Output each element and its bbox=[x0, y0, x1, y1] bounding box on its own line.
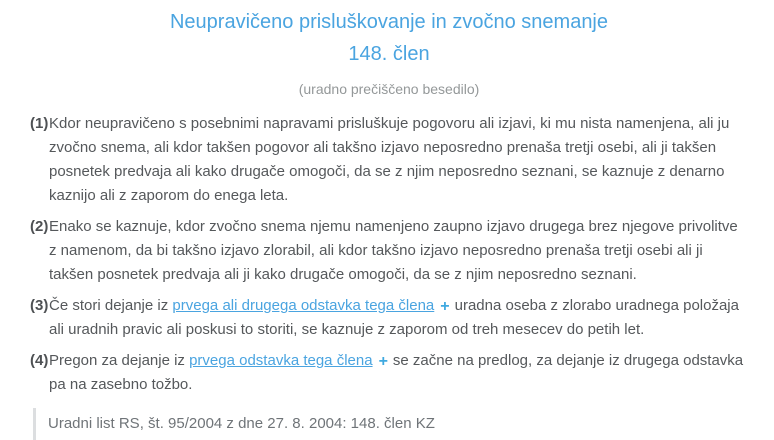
source-citation bbox=[33, 408, 748, 440]
paragraph-4 bbox=[30, 349, 748, 397]
paragraph-text-before-link: Če stori dejanje iz bbox=[49, 297, 173, 314]
link-first-or-second-paragraph-reference[interactable]: prvega ali drugega odstavka tega člena bbox=[172, 297, 435, 314]
paragraph-text: Kdor neupravičeno s posebnimi napravami prisluškuje pogovoru ali izjavi, ki mu nista namenjena, ali ju zvočno snema, ali kdor takšen pogovor ali takšno izjavo neposredno prenaša tretji osebi, ali ji takšen posnetek predvaja ali kako drugače omogoči, da se z njim neposredno seznani, se kaznuje z denarno kaznijo ali z zaporom do enega leta. bbox=[49, 115, 730, 204]
paragraph-text bbox=[49, 349, 748, 397]
page-title: Neupravičeno prisluškovanje in zvočno snemanje bbox=[169, 11, 609, 33]
paragraph-text-after-link: uradna oseba z zlorabo uradnega položaja ali uradnih pravic ali poskusi to storiti, se kaznuje z zaporom od treh mesecev do petih let. bbox=[49, 297, 739, 338]
paragraph-2 bbox=[30, 215, 748, 287]
expand-plus-icon[interactable]: + bbox=[440, 298, 450, 315]
paragraph-text-before-link: Pregon za dejanje iz bbox=[49, 352, 190, 369]
paragraph-1 bbox=[30, 112, 748, 208]
paragraph-3 bbox=[30, 294, 748, 342]
consolidated-text-note: (uradno prečiščeno besedilo) bbox=[298, 81, 480, 97]
paragraph-text bbox=[49, 294, 748, 342]
paragraph-number: (4) bbox=[30, 352, 49, 369]
article-body bbox=[30, 112, 748, 397]
expand-plus-icon[interactable]: + bbox=[378, 353, 388, 370]
source-citation-text: Uradni list RS, št. 95/2004 z dne 27. 8. 2004: 148. člen KZ bbox=[48, 415, 435, 432]
paragraph-number: (1) bbox=[30, 115, 49, 132]
paragraph-number: (2) bbox=[30, 218, 49, 235]
paragraph-text-after-link: se začne na predlog, za dejanje iz drugega odstavka pa na zasebno tožbo. bbox=[49, 352, 744, 393]
paragraph-number: (3) bbox=[30, 297, 49, 314]
article-number: 148. člen bbox=[348, 43, 430, 65]
link-first-paragraph-reference[interactable]: prvega odstavka tega člena bbox=[189, 352, 373, 369]
paragraph-text: Enako se kaznuje, kdor zvočno snema njemu namenjeno zaupno izjavo drugega brez njegove privolitve z namenom, da bi takšno izjavo zlorabil, ali kdor takšno izjavo neposredno prenaša tretji osebi ali ji takšen posnetek predvaja ali ji kako drugače omogoči, da se z njim neposredno seznani. bbox=[49, 218, 738, 283]
